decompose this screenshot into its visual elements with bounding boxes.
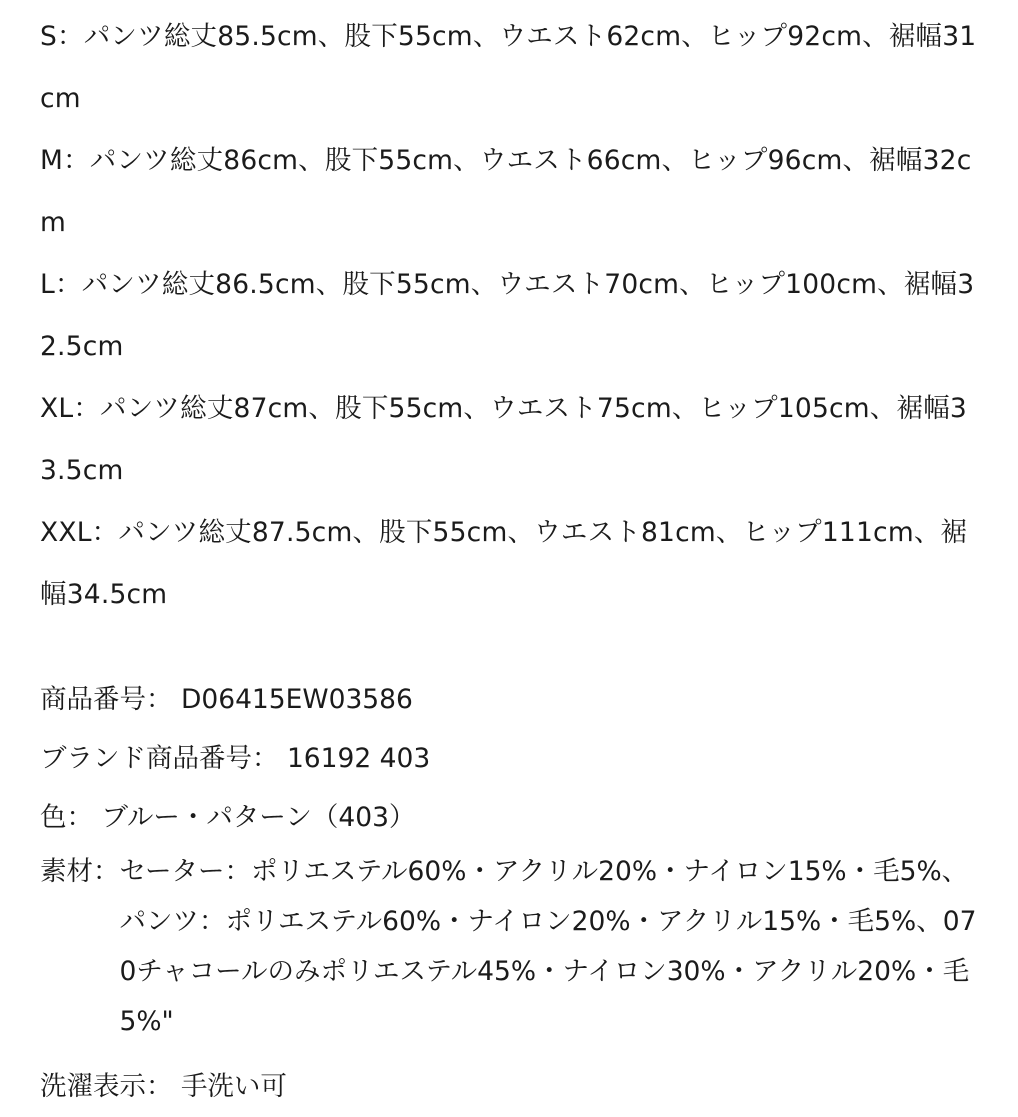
size-line-xl: XL：パンツ総丈87cm、股下55cm、ウエスト75cm、ヒップ105cm、裾幅33.5cm	[40, 393, 967, 486]
wash-value: 手洗い可	[180, 1071, 287, 1102]
color-value: ブルー・パターン（403）	[101, 802, 416, 833]
size-line-l: L：パンツ総丈86.5cm、股下55cm、ウエスト70cm、ヒップ100cm、裾幅32.5cm	[40, 269, 975, 362]
wash-label: 洗濯表示：	[40, 1071, 173, 1102]
size-line-m: M：パンツ総丈86cm、股下55cm、ウエスト66cm、ヒップ96cm、裾幅32cm	[40, 145, 972, 238]
color-row	[40, 788, 978, 847]
section-spacer	[40, 626, 978, 670]
item-number-label: 商品番号：	[40, 684, 173, 715]
attribute-list	[40, 670, 978, 1117]
item-number-row	[40, 670, 978, 729]
wash-row	[40, 1057, 978, 1117]
brand-item-number-row	[40, 729, 978, 788]
item-number-value: D06415EW03586	[180, 684, 413, 715]
color-label: 色：	[40, 802, 93, 833]
brand-item-number-value: 16192 403	[286, 743, 431, 774]
material-value: セーター：ポリエステル60%・アクリル20%・ナイロン15%・毛5%、パンツ：ポリエステル60%・ナイロン20%・アクリル15%・毛5%、070チャコールのみポリエステル45%・ナイロン30%・アクリル20%・毛5%"	[119, 856, 977, 1037]
size-line-s: S：パンツ総丈85.5cm、股下55cm、ウエスト62cm、ヒップ92cm、裾幅31cm	[40, 21, 977, 114]
material-row	[40, 847, 978, 1047]
brand-item-number-label: ブランド商品番号：	[40, 743, 279, 774]
size-line-xxl: XXL：パンツ総丈87.5cm、股下55cm、ウエスト81cm、ヒップ111cm、裾幅34.5cm	[40, 517, 968, 610]
material-label: 素材：	[40, 856, 120, 887]
size-chart-block	[40, 6, 978, 626]
